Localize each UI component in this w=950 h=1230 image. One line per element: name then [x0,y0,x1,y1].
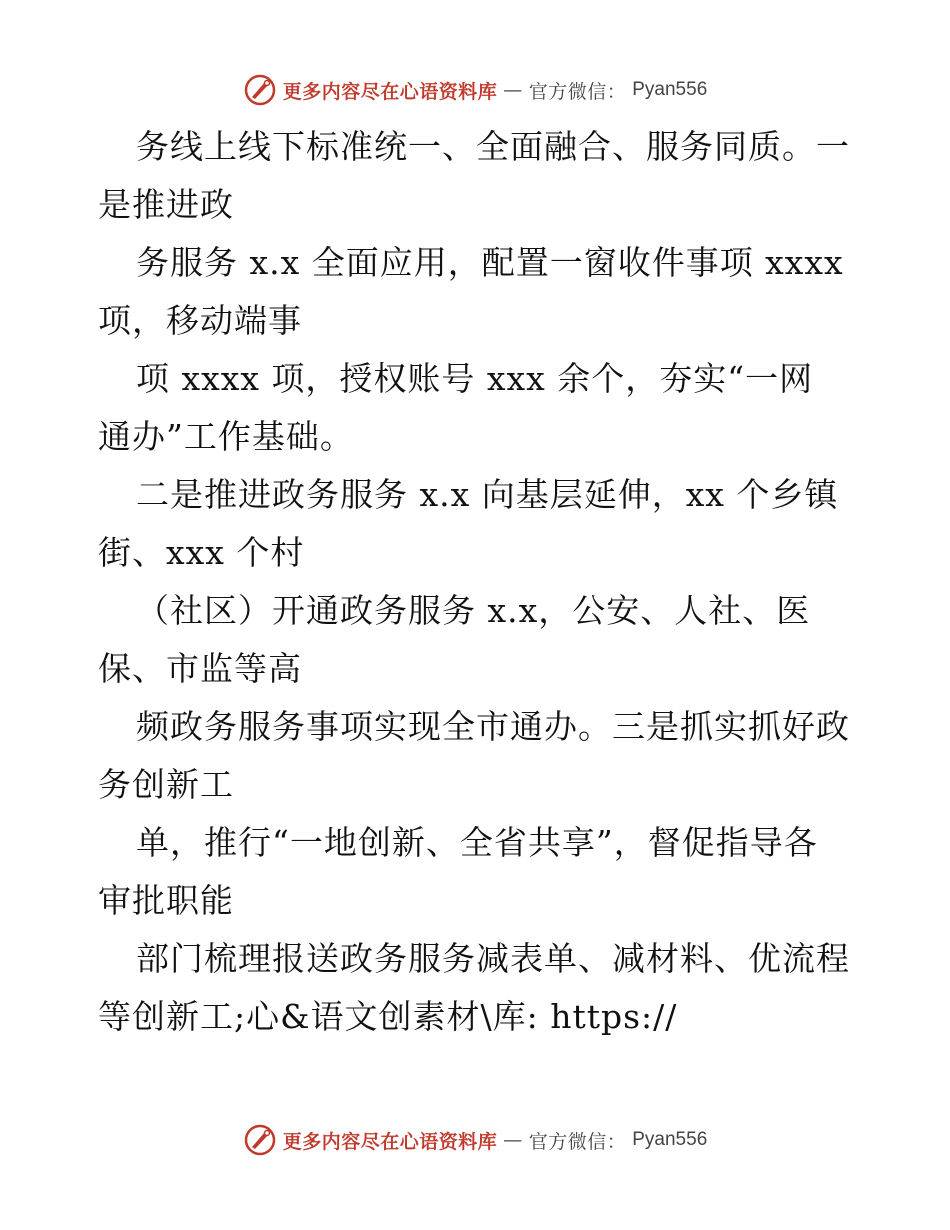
text-line: 审批职能 [98,881,234,920]
header-banner [0,70,950,110]
text-line: 单，推行“一地创新、全省共享”，督促指导各 [136,823,818,862]
text-line: 通办”工作基础。 [98,417,354,456]
text-line: 二是推进政务服务 x.x 向基层延伸，xx 个乡镇 [136,475,839,514]
wechat-label: 官方微信： [528,80,627,103]
text-line: 是推进政 [98,185,234,224]
text-line: （社区）开通政务服务 x.x，公安、人社、医 [136,591,811,630]
text-line: 项，移动端事 [98,301,302,340]
text-line: 项 xxxx 项，授权账号 xxx 余个，夯实“一网 [136,359,814,398]
wechat-label: 官方微信： [528,1130,627,1153]
text-line: 部门梳理报送政务服务减表单、减材料、优流程 [136,939,850,978]
footer-banner [0,1120,950,1160]
text-line: 等创新工;心&语文创素材\库: https:// [98,997,678,1036]
brand-text: 更多内容尽在心语资料库 [282,1130,498,1153]
text-line: 频政务服务事项实现全市通办。三是抓实抓好政 [136,707,850,746]
text-line: 务创新工 [98,765,234,804]
wechat-id: Pyan556 [632,1129,708,1150]
text-line: 务服务 x.x 全面应用，配置一窗收件事项 xxxx [136,243,844,282]
brand-logo-icon [243,1123,277,1157]
brand-text: 更多内容尽在心语资料库 [282,80,498,103]
text-line: 保、市监等高 [98,649,302,688]
document-body [98,118,858,1046]
text-line: 务线上线下标准统一、全面融合、服务同质。一 [136,127,850,166]
banner-dash: — [503,79,523,101]
banner-dash: — [503,1129,523,1151]
text-line: 街、xxx 个村 [98,533,305,572]
wechat-id: Pyan556 [632,79,708,100]
brand-logo-icon [243,73,277,107]
